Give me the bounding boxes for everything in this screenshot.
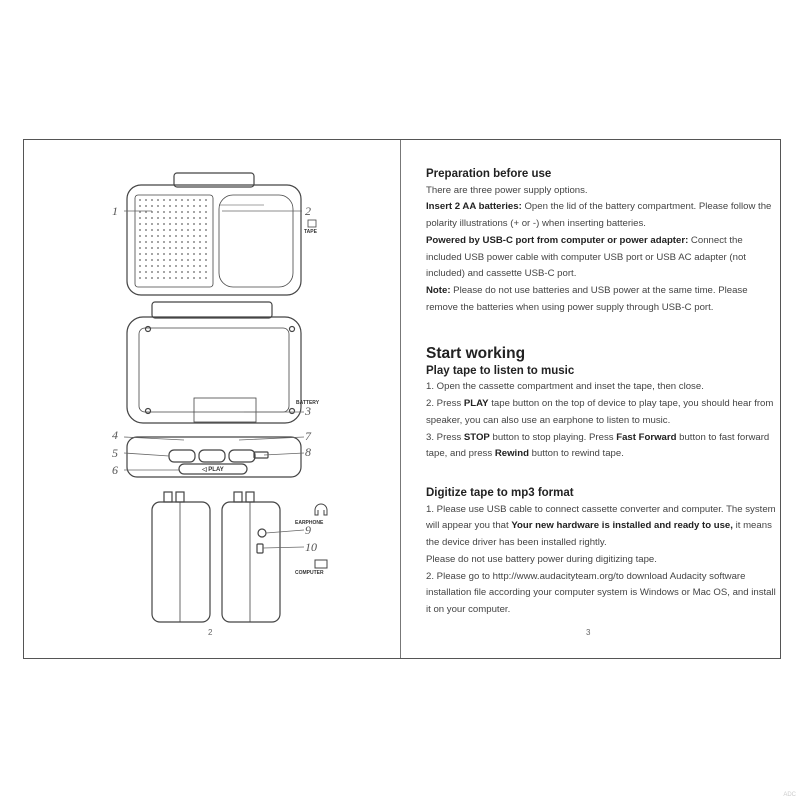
- digitize-step-2: 2. Please go to http://www.audacityteam.org/to download Audacity software installation file according your computer system is Windows or Mac OS, and install it on your computer.: [426, 570, 776, 615]
- callout-10: 10: [305, 540, 317, 554]
- device-top-view: [127, 173, 301, 295]
- callout-1: 1: [112, 204, 118, 218]
- preparation-title: Preparation before use: [426, 168, 552, 180]
- earphone-label: EARPHONE: [295, 520, 324, 526]
- callout-9: 9: [305, 523, 311, 537]
- page-number-right: 3: [586, 628, 591, 637]
- play-tape-subtitle: Play tape to listen to music: [426, 364, 575, 377]
- preparation-section: [426, 166, 781, 316]
- battery-label: BATTERY: [296, 400, 320, 406]
- insert-batteries-paragraph: Insert 2 AA batteries: Open the lid of the battery compartment. Please follow the polarity illustrations (+ or -) when inserting batteries.: [426, 201, 772, 230]
- watermark: ADC: [783, 792, 796, 798]
- step-1: 1. Open the cassette compartment and inset the tape, then close.: [426, 381, 704, 393]
- callout-7: 7: [305, 429, 311, 443]
- callout-4: 4: [112, 428, 118, 442]
- device-side-views: [152, 492, 280, 622]
- step-3: 3. Press STOP button to stop playing. Press Fast Forward button to fast forward tape, and press Rewind button to rewind tape.: [426, 431, 770, 460]
- start-working-title: Start working: [426, 345, 526, 362]
- page-number-left: 2: [208, 628, 213, 637]
- usb-power-paragraph: Powered by USB-C port from computer or power adapter: Connect the included USB power cable with computer USB port or USB AC adapter (not included) and cassette USB-C port.: [426, 234, 746, 280]
- digitize-title: Digitize tape to mp3 format: [426, 487, 574, 499]
- tape-label: TAPE: [304, 229, 317, 235]
- digitize-section: [426, 485, 781, 619]
- callout-2: 2: [305, 204, 311, 218]
- callout-lines: [124, 211, 304, 548]
- callout-8: 8: [305, 445, 311, 459]
- device-back-view: [127, 302, 301, 423]
- note-paragraph: Note: Please do not use batteries and USB power at the same time. Please remove the batteries when using power supply through USB-C port.: [426, 284, 748, 313]
- callout-3: 3: [305, 404, 311, 418]
- page-fold: [400, 140, 401, 658]
- device-illustrations: [24, 140, 400, 660]
- earphone-icon: [315, 504, 327, 515]
- preparation-intro: There are three power supply options.: [426, 184, 588, 196]
- callout-5: 5: [112, 446, 118, 460]
- callout-6: 6: [112, 463, 118, 477]
- start-working-section: [426, 346, 781, 463]
- manual-spread: [23, 139, 781, 659]
- digitize-warning: Please do not use battery power during digitizing tape.: [426, 553, 657, 565]
- play-label: ◁ PLAY: [202, 467, 224, 473]
- step-2: 2. Press PLAY tape button on the top of device to play tape, you should hear from speaker, you can also use an earphone to listen to music.: [426, 398, 774, 426]
- digitize-step-1: 1. Please use USB cable to connect cassette converter and computer. The system will appear you that Your new hardware is installed and ready to use, it means the device driver has been installed rightly.: [426, 503, 776, 549]
- tape-icon: [308, 220, 316, 227]
- computer-label: COMPUTER: [295, 570, 324, 576]
- computer-icon: [315, 560, 327, 568]
